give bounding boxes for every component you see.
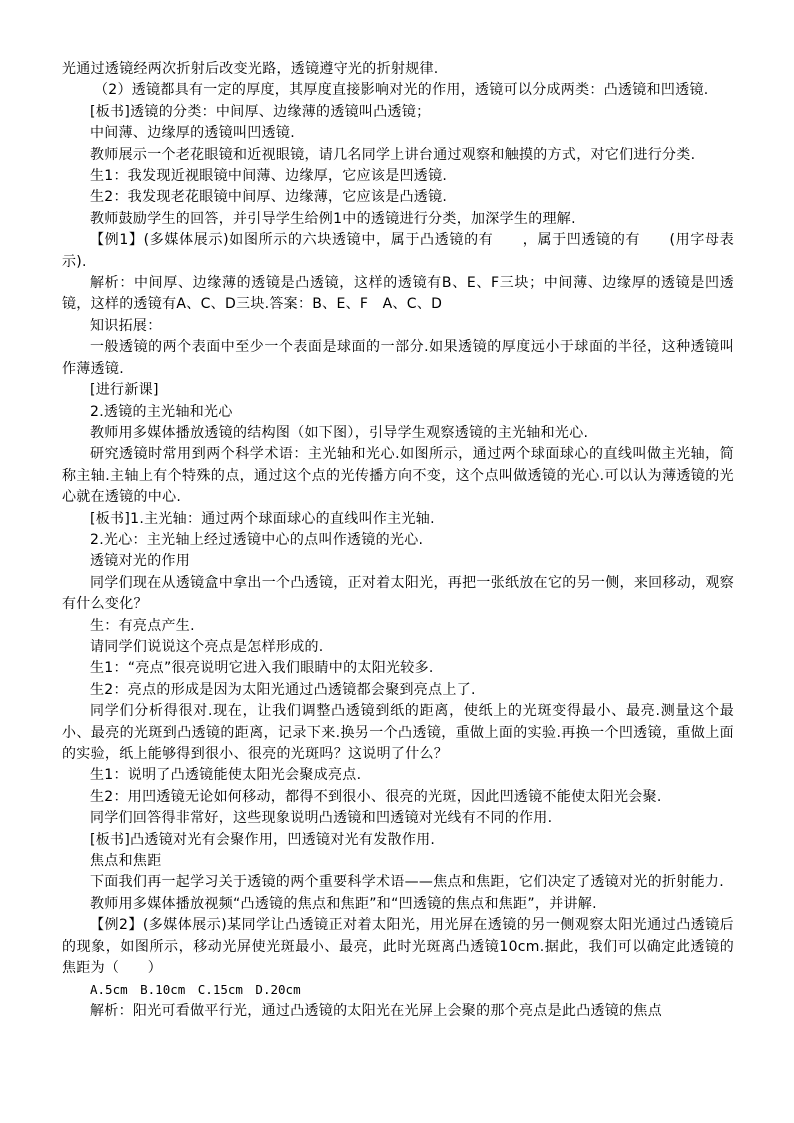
paragraph: 生2：用凹透镜无论如何移动，都得不到很小、很亮的光斑，因此凹透镜不能使太阳光会聚. xyxy=(90,788,662,805)
paragraph: （2）透镜都具有一定的厚度，其厚度直接影响对光的作用，透镜可以分成两类：凸透镜和凹透镜. xyxy=(94,82,709,99)
paragraph: 生：有亮点产生. xyxy=(90,617,195,634)
paragraph: [板书]透镜的分类：中间厚、边缘薄的透镜叫凸透镜； xyxy=(90,103,431,120)
paragraph: [板书]1.主光轴：通过两个球面球心的直线叫作主光轴. xyxy=(90,510,435,527)
section-label: [进行新课] xyxy=(90,382,159,399)
paragraph: 生1：“亮点”很亮说明它进入我们眼睛中的太阳光较多. xyxy=(90,660,434,677)
paragraph: 下面我们再一起学习关于透镜的两个重要科学术语——焦点和焦距，它们决定了透镜对光的折射能力. xyxy=(90,874,724,891)
paragraph: 光通过透镜经两次折射后改变光路，透镜遵守光的折射规律. xyxy=(62,61,439,77)
paragraph: 2.光心：主光轴上经过透镜中心的点叫作透镜的光心. xyxy=(90,531,424,548)
example-question: 【例1】(多媒体展示)如图所示的六块透镜中，属于凸透镜的有 ，属于凹透镜的有 (用字母表示). xyxy=(62,232,734,270)
paragraph: 生1：说明了凸透镜能使太阳光会聚成亮点. xyxy=(90,767,362,784)
paragraph: 同学们分析得很对.现在，让我们调整凸透镜到纸的距离，使纸上的光斑变得最小、最亮.测量这个最小、最亮的光斑到凸透镜的距离，记录下来.换另一个凸透镜，重做上面的实验.再换一个凹透镜，重做上面的实验，纸上能够得到很小、很亮的光斑吗？这说明了什么？ xyxy=(62,703,734,762)
paragraph: 教师鼓励学生的回答，并引导学生给例1中的透镜进行分类，加深学生的理解. xyxy=(90,210,576,227)
paragraph: 同学们回答得非常好，这些现象说明凸透镜和凹透镜对光线有不同的作用. xyxy=(90,810,553,827)
paragraph: 一般透镜的两个表面中至少一个表面是球面的一部分.如果透镜的厚度远小于球面的半径，这种透镜叫作薄透镜. xyxy=(62,339,734,377)
paragraph: 解析：中间厚、边缘薄的透镜是凸透镜，这样的透镜有B、E、F三块；中间薄、边缘厚的透镜是凹透镜，这样的透镜有A、C、D三块.答案：B、E、F A、C、D xyxy=(62,275,734,313)
paragraph: 教师用多媒体播放透镜的结构图（如下图），引导学生观察透镜的主光轴和光心. xyxy=(90,424,589,441)
section-heading: 透镜对光的作用 xyxy=(90,553,191,570)
paragraph: 解析：阳光可看做平行光，通过凸透镜的太阳光在光屏上会聚的那个亮点是此凸透镜的焦点 xyxy=(90,1002,662,1019)
paragraph: 教师展示一个老花眼镜和近视眼镜，请几名同学上讲台通过观察和触摸的方式，对它们进行分类. xyxy=(90,146,696,163)
paragraph: 生1：我发现近视眼镜中间薄、边缘厚，它应该是凹透镜. xyxy=(90,168,448,185)
paragraph: 请同学们说说这个亮点是怎样形成的. xyxy=(90,638,324,655)
example-question: 【例2】(多媒体展示)某同学让凸透镜正对着太阳光，用光屏在透镜的另一侧观察太阳光通过凸透镜后的现象，如图所示，移动光屏使光斑最小、最亮，此时光斑离凸透镜10cm.据此，我们可以确定此透镜的焦距为（ ） xyxy=(62,917,734,977)
section-label: 知识拓展： xyxy=(90,317,162,334)
document-body xyxy=(62,59,734,1022)
section-heading: 焦点和焦距 xyxy=(90,853,162,870)
paragraph: 教师用多媒体播放视频“凸透镜的焦点和焦距”和“凹透镜的焦点和焦距”，并讲解. xyxy=(90,895,597,912)
paragraph: 生2：亮点的形成是因为太阳光通过凸透镜都会聚到亮点上了. xyxy=(90,681,476,698)
paragraph: 同学们现在从透镜盒中拿出一个凸透镜，正对着太阳光，再把一张纸放在它的另一侧，来回移动，观察有什么变化？ xyxy=(62,574,734,613)
paragraph: [板书]凸透镜对光有会聚作用，凹透镜对光有发散作用. xyxy=(90,831,436,848)
paragraph: 研究透镜时常用到两个科学术语：主光轴和光心.如图所示，通过两个球面球心的直线叫做主光轴，简称主轴.主轴上有个特殊的点，通过这个点的光传播方向不变，这个点叫做透镜的光心.可以认为薄透镜的光心就在透镜的中心. xyxy=(62,446,734,506)
section-heading: 2.透镜的主光轴和光心 xyxy=(90,403,233,420)
answer-options: A.5cm B.10cm C.15cm D.20cm xyxy=(90,982,301,998)
paragraph: 中间薄、边缘厚的透镜叫凹透镜. xyxy=(90,125,295,142)
paragraph: 生2：我发现老花眼镜中间厚、边缘薄，它应该是凸透镜. xyxy=(90,189,448,206)
